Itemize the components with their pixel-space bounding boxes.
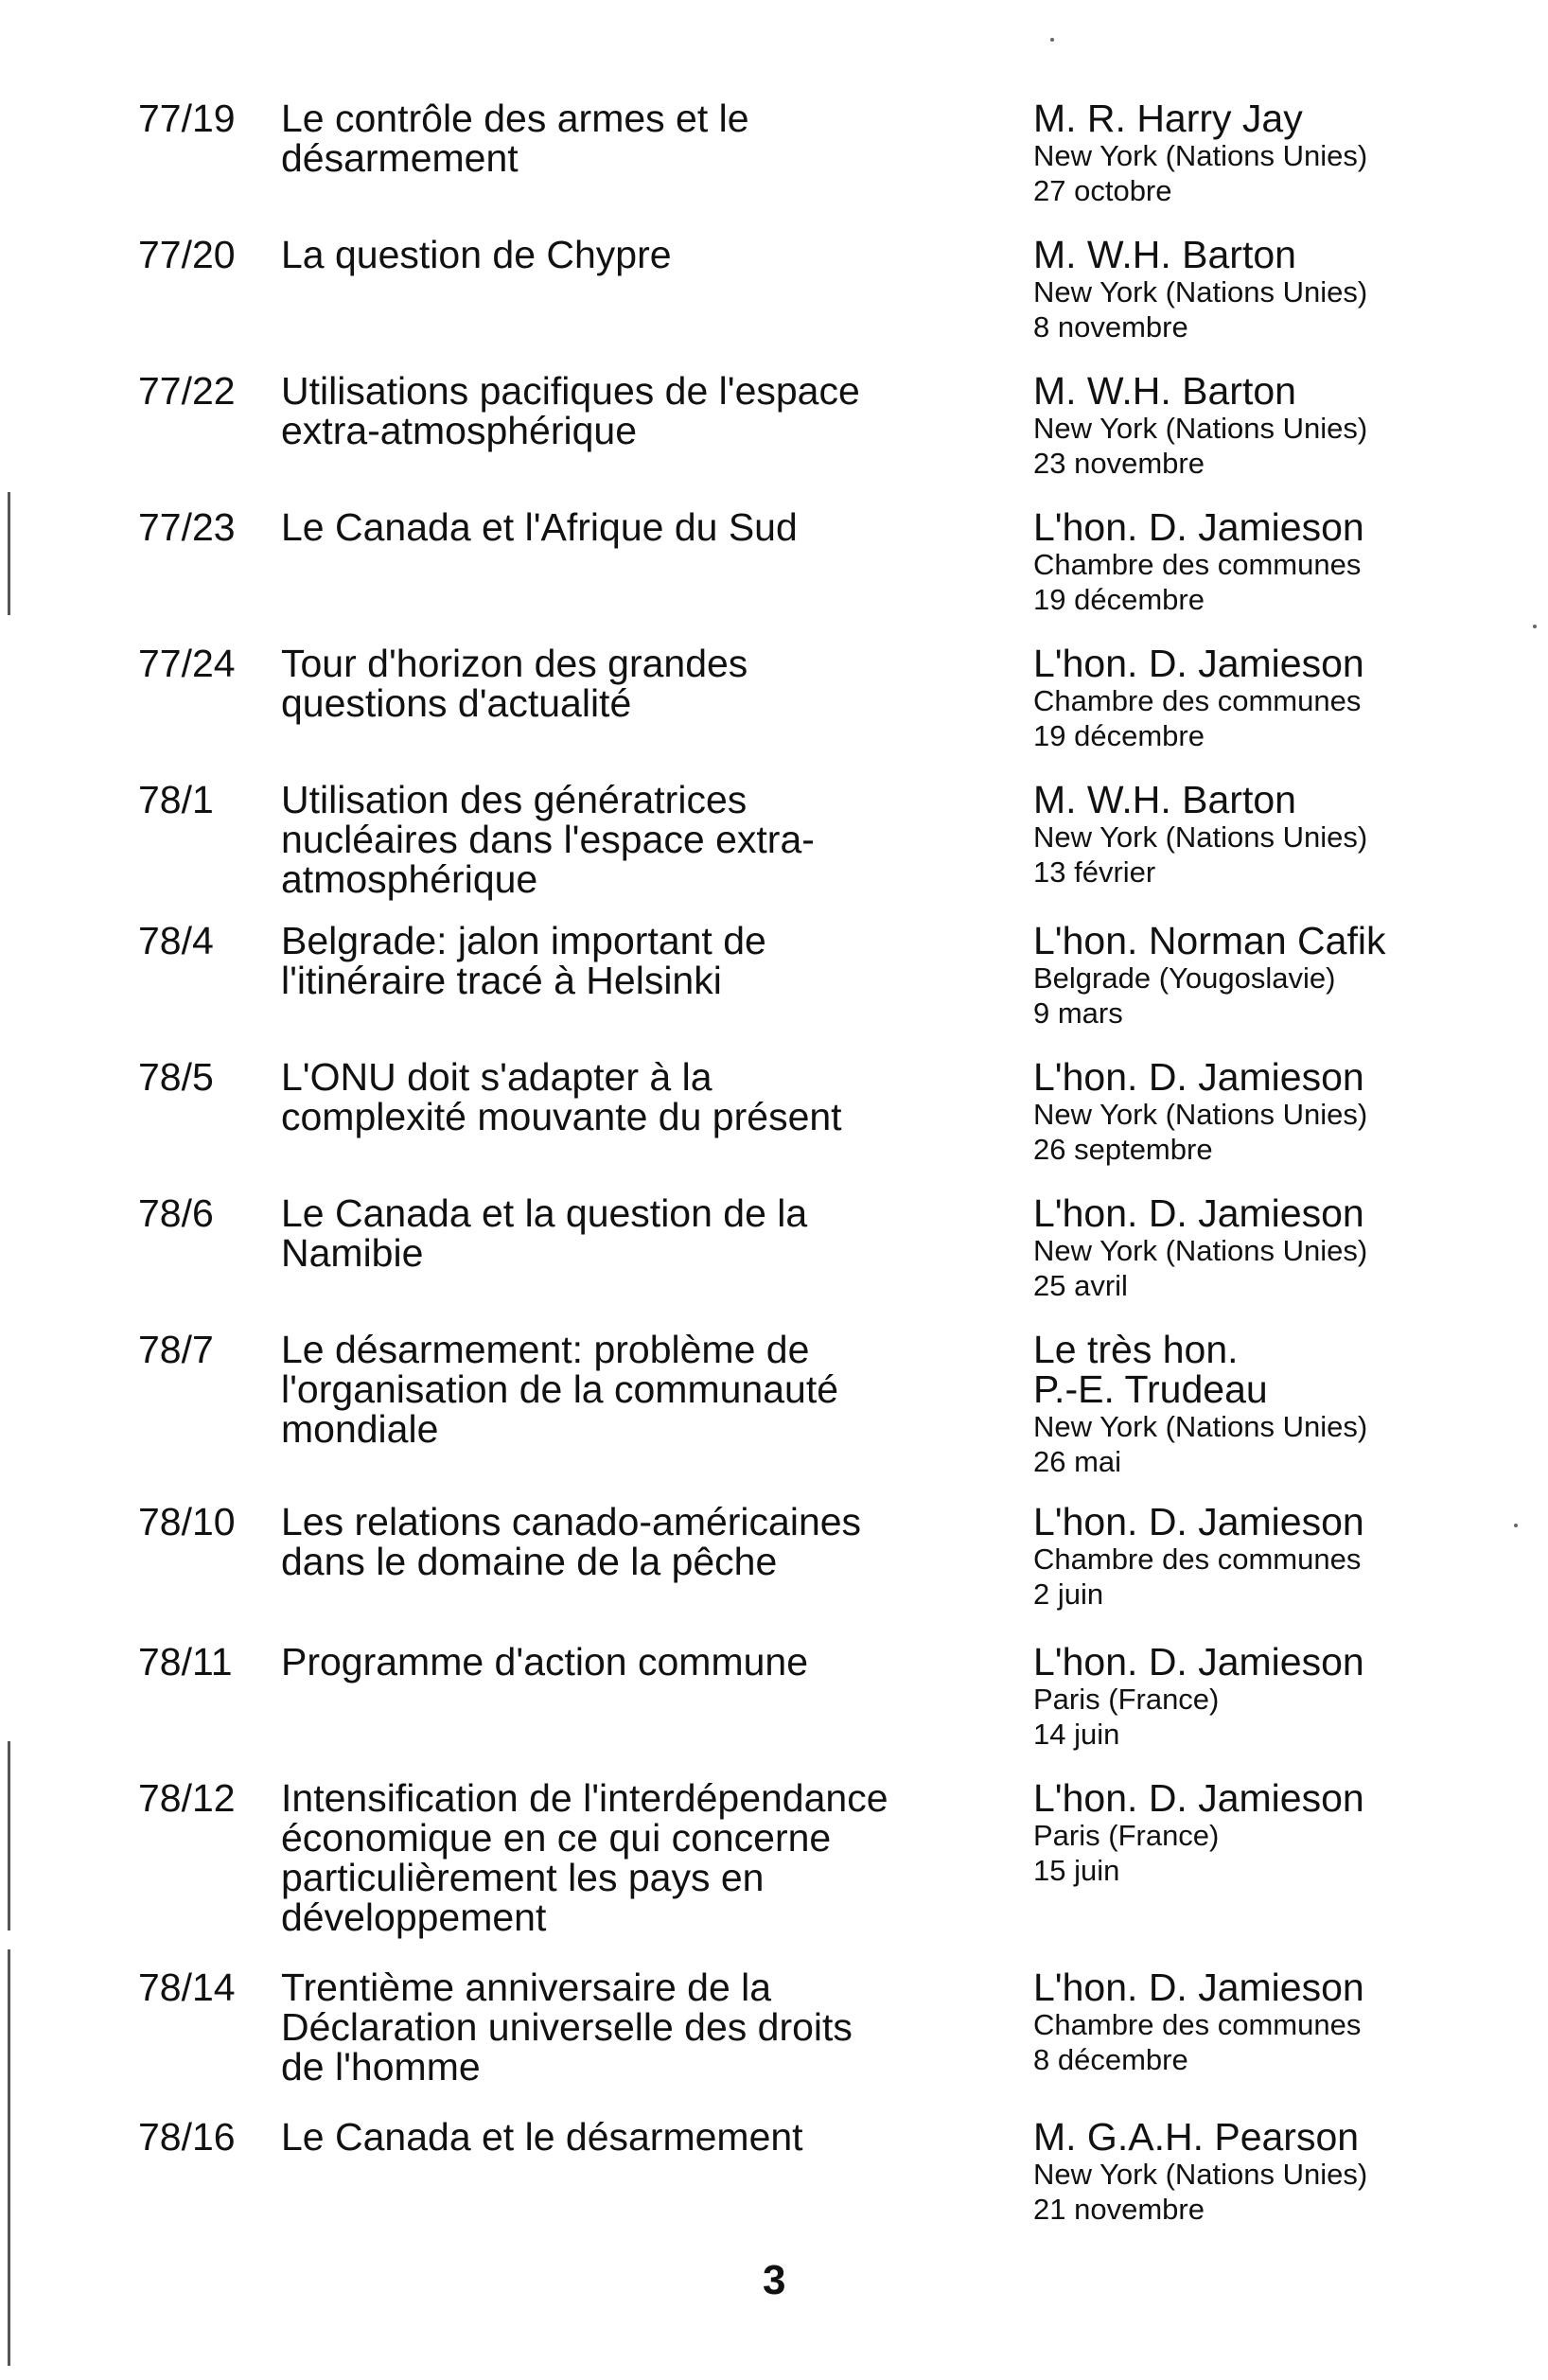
- entry-number: 78/4: [138, 919, 214, 962]
- entry-number: 78/10: [138, 1500, 236, 1543]
- entry-title: Programme d'action commune: [281, 1640, 809, 1684]
- entry-date: 23 novembre: [1033, 447, 1205, 480]
- entry-speaker: M. W.H. Barton: [1033, 233, 1296, 276]
- entry-place: New York (Nations Unies): [1033, 275, 1368, 309]
- entry-source: [1033, 1330, 1525, 1479]
- entry-title: Trentième anniversaire de la Déclaration universelle des droits de l'homme: [281, 1966, 853, 2089]
- entry-source: [1033, 1642, 1525, 1752]
- entry-number: 78/14: [138, 1966, 236, 2009]
- entry-title: Le désarmement: problème de l'organisation de la communauté mondiale: [281, 1328, 839, 1451]
- entry-source: [1033, 780, 1525, 890]
- entry-date: 14 juin: [1033, 1718, 1120, 1751]
- entry-place: New York (Nations Unies): [1033, 139, 1368, 172]
- entry-number: 77/23: [138, 505, 236, 549]
- entry-place: New York (Nations Unies): [1033, 1410, 1368, 1443]
- entry-speaker: M. G.A.H. Pearson: [1033, 2115, 1360, 2159]
- entry-source: [1033, 921, 1525, 1031]
- entry-speaker: L'hon. D. Jamieson: [1033, 1055, 1364, 1099]
- entry-date: 8 décembre: [1033, 2043, 1188, 2076]
- entry-place: New York (Nations Unies): [1033, 2158, 1368, 2191]
- entry-date: 15 juin: [1033, 1854, 1120, 1887]
- entry-title: L'ONU doit s'adapter à la complexité mouvante du présent: [281, 1055, 842, 1138]
- entry-title: Belgrade: jalon important de l'itinéraire tracé à Helsinki: [281, 919, 766, 1002]
- entry-speaker: M. R. Harry Jay: [1033, 97, 1303, 140]
- entry-speaker: M. W.H. Barton: [1033, 778, 1296, 821]
- entry-date: 25 avril: [1033, 1269, 1128, 1302]
- entry-number: 77/19: [138, 97, 236, 140]
- entry-speaker: L'hon. D. Jamieson: [1033, 1640, 1364, 1684]
- scan-margin-mark: [8, 1741, 10, 1930]
- scan-speck: [1050, 38, 1054, 42]
- entry-title: Le Canada et la question de la Namibie: [281, 1191, 808, 1275]
- entry-number: 77/20: [138, 233, 236, 276]
- entry-title: Intensification de l'interdépendance économique en ce qui concerne particulièrement les pays en développement: [281, 1776, 888, 1939]
- entry-date: 9 mars: [1033, 996, 1123, 1030]
- entry-speaker: L'hon. D. Jamieson: [1033, 642, 1364, 685]
- entry-date: 19 décembre: [1033, 583, 1205, 616]
- entry-number: 78/1: [138, 778, 214, 821]
- entry-speaker: L'hon. D. Jamieson: [1033, 1966, 1364, 2009]
- entry-title: Les relations canado-américaines dans le domaine de la pêche: [281, 1500, 862, 1583]
- entry-number: 77/22: [138, 369, 236, 413]
- entry-date: 26 septembre: [1033, 1133, 1213, 1166]
- scan-margin-mark: [8, 1949, 10, 2366]
- entry-date: 8 novembre: [1033, 310, 1188, 344]
- entry-number: 78/7: [138, 1328, 214, 1371]
- entry-date: 13 février: [1033, 855, 1156, 889]
- entry-number: 78/5: [138, 1055, 214, 1099]
- entry-source: [1033, 1967, 1525, 2077]
- entry-speaker: L'hon. D. Jamieson: [1033, 1191, 1364, 1235]
- entry-speaker: L'hon. D. Jamieson: [1033, 505, 1364, 549]
- entry-place: New York (Nations Unies): [1033, 1098, 1368, 1131]
- entry-source: [1033, 1778, 1525, 1888]
- entry-place: New York (Nations Unies): [1033, 1234, 1368, 1267]
- entry-place: Chambre des communes: [1033, 2008, 1362, 2041]
- entry-date: 21 novembre: [1033, 2193, 1205, 2226]
- entry-place: New York (Nations Unies): [1033, 412, 1368, 445]
- entry-source: [1033, 507, 1525, 617]
- scan-speck: [1533, 625, 1537, 628]
- entry-title: Le Canada et le désarmement: [281, 2115, 803, 2159]
- entry-title: La question de Chypre: [281, 233, 672, 276]
- entry-date: 2 juin: [1033, 1578, 1104, 1611]
- scan-margin-mark: [8, 492, 10, 615]
- entry-source: [1033, 1193, 1525, 1303]
- entry-place: Chambre des communes: [1033, 548, 1362, 581]
- entry-place: New York (Nations Unies): [1033, 820, 1368, 854]
- entry-number: 78/6: [138, 1191, 214, 1235]
- entry-title: Le contrôle des armes et le désarmement: [281, 97, 749, 180]
- entry-number: 78/12: [138, 1776, 236, 1820]
- page-number: 3: [763, 2257, 786, 2303]
- entry-source: [1033, 98, 1525, 208]
- entry-speaker: L'hon. D. Jamieson: [1033, 1776, 1364, 1820]
- entry-source: [1033, 1502, 1525, 1612]
- entry-date: 19 décembre: [1033, 719, 1205, 752]
- entry-speaker: M. W.H. Barton: [1033, 369, 1296, 413]
- entry-source: [1033, 643, 1525, 753]
- entry-place: Belgrade (Yougoslavie): [1033, 961, 1336, 995]
- entry-date: 26 mai: [1033, 1445, 1122, 1478]
- entry-source: [1033, 1057, 1525, 1167]
- entry-number: 78/16: [138, 2115, 236, 2159]
- entry-speaker: L'hon. D. Jamieson: [1033, 1500, 1364, 1543]
- entry-place: Paris (France): [1033, 1683, 1220, 1716]
- entry-title: Utilisations pacifiques de l'espace extra-atmosphérique: [281, 369, 860, 452]
- entry-number: 77/24: [138, 642, 236, 685]
- entry-place: Paris (France): [1033, 1819, 1220, 1852]
- entry-title: Tour d'horizon des grandes questions d'actualité: [281, 642, 748, 725]
- entry-speaker: P.-E. Trudeau: [1033, 1367, 1268, 1411]
- entry-number: 78/11: [138, 1640, 233, 1684]
- entry-place: Chambre des communes: [1033, 684, 1362, 717]
- entry-place: Chambre des communes: [1033, 1543, 1362, 1576]
- entry-title: Le Canada et l'Afrique du Sud: [281, 505, 798, 549]
- entry-source: [1033, 235, 1525, 344]
- entry-speaker: Le très hon.: [1033, 1328, 1239, 1371]
- entry-title: Utilisation des génératrices nucléaires dans l'espace extra- atmosphérique: [281, 778, 815, 901]
- entry-date: 27 octobre: [1033, 174, 1172, 207]
- entry-source: [1033, 371, 1525, 481]
- entry-speaker: L'hon. Norman Cafik: [1033, 919, 1386, 962]
- entry-source: [1033, 2117, 1525, 2227]
